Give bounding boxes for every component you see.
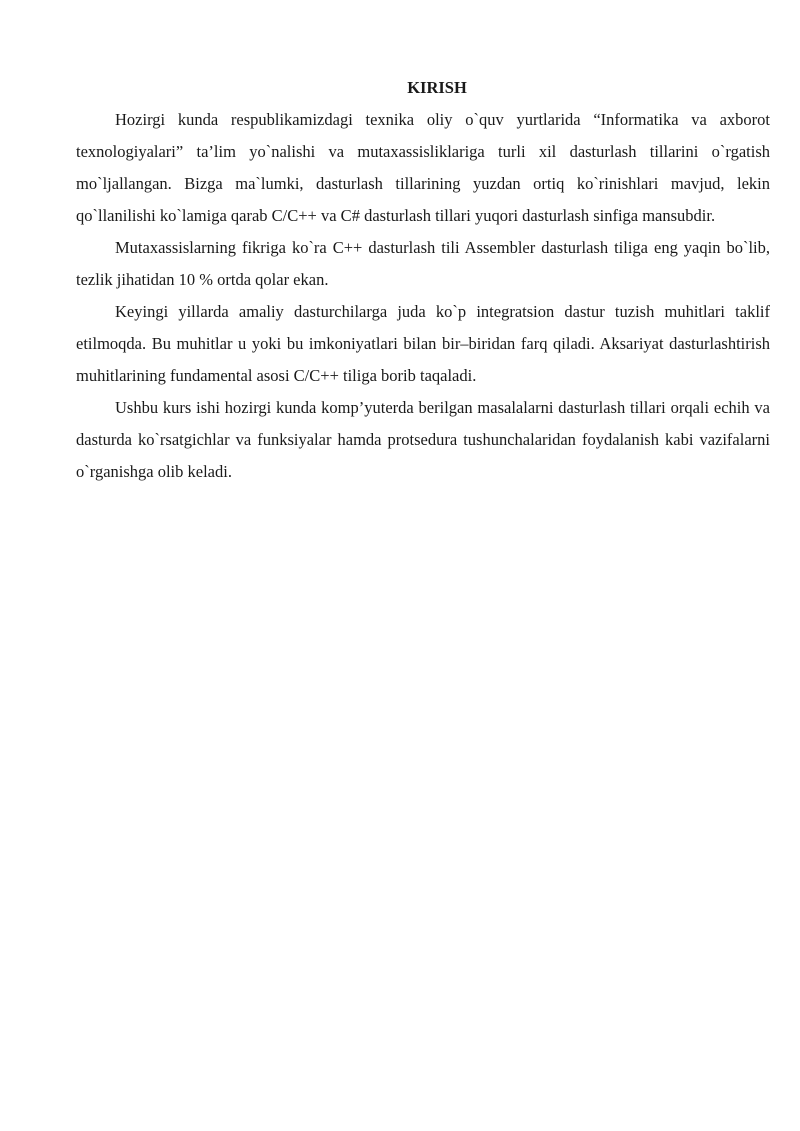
document-page [76,72,770,488]
paragraph-3: Keyingi yillarda amaliy dasturchilarga juda ko`p integratsion dastur tuzish muhitlari taklif etilmoqda. Bu muhitlar u yoki bu imkoniyatlari bilan bir–biridan farq qiladi. Aksariyat dasturlashtirish muhitlarining fundamental asosi C/C++ tiliga borib taqaladi. [76,302,770,385]
page-title: KIRISH [407,78,467,97]
paragraph-4: Ushbu kurs ishi hozirgi kunda komp’yuterda berilgan masalalarni dasturlash tillari orqali echih va dasturda ko`rsatgichlar va funksiyalar hamda protsedura tushunchalaridan foydalanish kabi vazifalarni o`rganishga olib keladi. [76,398,770,481]
paragraph-2: Mutaxassislarning fikriga ko`ra C++ dasturlash tili Assembler dasturlash tiliga eng yaqin bo`lib, tezlik jihatidan 10 % ortda qolar ekan. [76,238,770,289]
paragraph-1: Hozirgi kunda respublikamizdagi texnika oliy o`quv yurtlarida “Informatika va axborot texnologiyalari” ta’lim yo`nalishi va mutaxassisliklariga turli xil dasturlash tillarini o`rgatish mo`ljallangan. Bizga ma`lumki, dasturlash tillarining yuzdan ortiq ko`rinishlari mavjud, lekin qo`llanilishi ko`lamiga qarab C/C++ va C# dasturlash tillari yuqori dasturlash sinfiga mansubdir. [76,110,770,225]
